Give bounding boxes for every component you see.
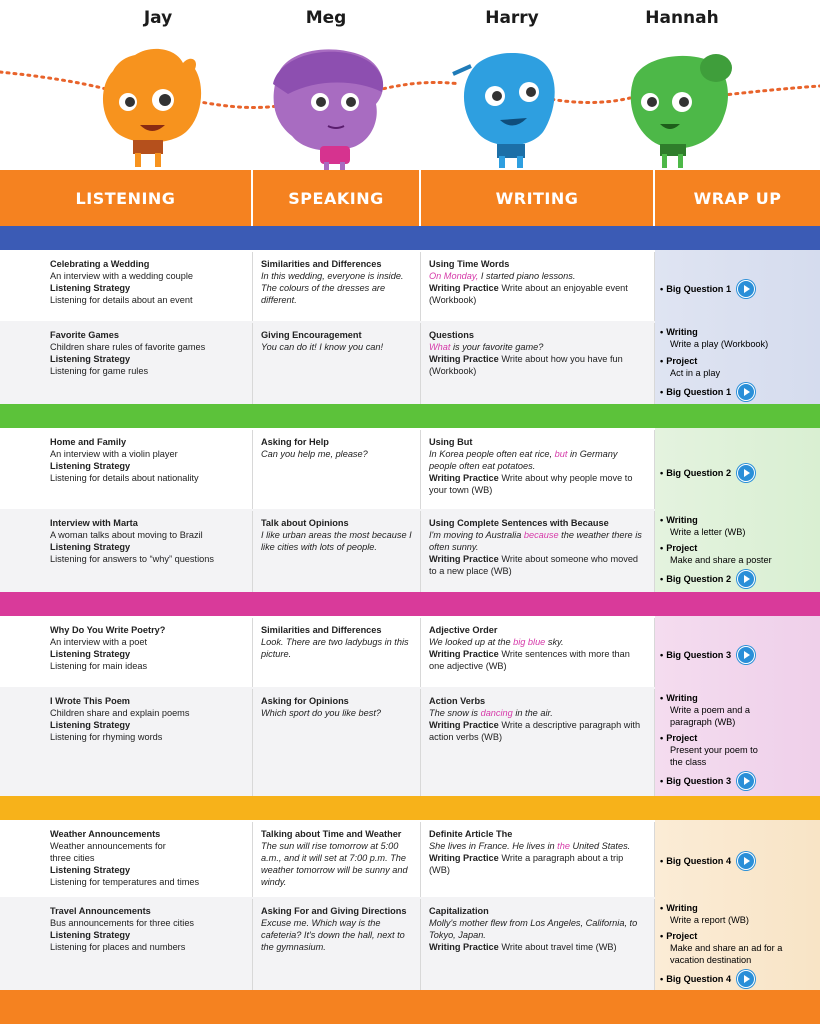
practice-label: Writing Practice	[429, 473, 499, 483]
speaking-cell	[253, 618, 421, 687]
practice-label: Writing Practice	[429, 283, 499, 293]
wrap-project-label: Project	[666, 931, 698, 941]
wrap-up-block: • Writing Write a play (Workbook) • Project Act in a play • Big Question 1	[660, 326, 818, 401]
strategy-label: Listening Strategy	[50, 930, 131, 940]
header-speaking: SPEAKING	[253, 170, 421, 226]
wrap-writing-label: Writing	[666, 515, 698, 525]
strategy-text: Listening for main ideas	[50, 661, 148, 671]
speaking-title: Similarities and Differences	[261, 259, 382, 269]
harry-character-illustration	[445, 44, 565, 170]
wrap-up-block: • Writing Write a report (WB) • Project Make and share an ad for a vacation destination • Big Question 4	[660, 902, 818, 988]
example-highlight: big blue	[513, 637, 546, 647]
play-icon[interactable]	[737, 772, 755, 790]
speaking-title: Similarities and Differences	[261, 625, 382, 635]
strategy-text: Listening for places and numbers	[50, 942, 186, 952]
speaking-title: Asking For and Giving Directions	[261, 906, 407, 916]
example-highlight: dancing	[480, 708, 513, 718]
writing-title: Action Verbs	[429, 696, 486, 706]
listening-cell	[0, 511, 253, 592]
unit-2-band	[0, 404, 820, 428]
character-name-harry: Harry	[485, 8, 539, 28]
big-question-label: Big Question 2	[666, 468, 732, 478]
listening-desc: Children share and explain poems	[50, 708, 190, 718]
wrap-project-label: Project	[666, 356, 698, 366]
listening-cell	[0, 430, 253, 509]
wrap-project-text: Make and share a poster	[670, 555, 772, 565]
listening-title: Favorite Games	[50, 330, 119, 340]
strategy-text: Listening for details about nationality	[50, 473, 199, 483]
speaking-title: Talking about Time and Weather	[261, 829, 402, 839]
speaking-text: I like urban areas the most because I like cities with lots of people.	[261, 530, 412, 552]
example-text: sky.	[545, 637, 564, 647]
strategy-label: Listening Strategy	[50, 649, 131, 659]
character-name-hannah: Hannah	[645, 8, 719, 28]
writing-title: Capitalization	[429, 906, 489, 916]
header-wrap-up: WRAP UP	[655, 170, 820, 226]
writing-cell	[421, 618, 655, 687]
column-header-row	[0, 170, 820, 226]
big-question-link[interactable]: • Big Question 4	[660, 852, 755, 870]
practice-label: Writing Practice	[429, 554, 499, 564]
listening-title: Home and Family	[50, 437, 127, 447]
speaking-text: You can do it! I know you can!	[261, 342, 384, 352]
speaking-cell	[253, 511, 421, 592]
writing-title: Questions	[429, 330, 474, 340]
listening-title: Travel Announcements	[50, 906, 151, 916]
strategy-label: Listening Strategy	[50, 461, 131, 471]
listening-title: Interview with Marta	[50, 518, 138, 528]
big-question-label: Big Question 1	[666, 387, 732, 397]
play-icon[interactable]	[737, 570, 755, 588]
practice-label: Writing Practice	[429, 649, 499, 659]
writing-title: Using Complete Sentences with Because	[429, 518, 609, 528]
listening-desc: An interview with a wedding couple	[50, 271, 193, 281]
practice-label: Writing Practice	[429, 942, 499, 952]
speaking-title: Talk about Opinions	[261, 518, 349, 528]
play-icon[interactable]	[737, 280, 755, 298]
strategy-text: Listening for game rules	[50, 366, 149, 376]
speaking-cell	[253, 899, 421, 990]
footer-band	[0, 990, 820, 1024]
big-question-link[interactable]: • Big Question 3	[660, 772, 818, 790]
listening-cell	[0, 252, 253, 321]
example-text-pre: In Korea people often eat rice,	[429, 449, 555, 459]
character-name-jay: Jay	[143, 8, 173, 28]
practice-label: Writing Practice	[429, 720, 499, 730]
practice-label: Writing Practice	[429, 354, 499, 364]
strategy-text: Listening for temperatures and times	[50, 877, 200, 887]
big-question-label: Big Question 3	[666, 776, 732, 786]
practice-text: Write about why people move to your town (WB)	[429, 473, 633, 495]
speaking-cell	[253, 822, 421, 897]
practice-text: Write about how you have fun (Workbook)	[429, 354, 623, 376]
character-name-meg: Meg	[305, 8, 347, 28]
listening-cell	[0, 822, 253, 897]
example-highlight: On Monday,	[429, 271, 479, 281]
listening-cell	[0, 323, 253, 404]
example-text: in the air.	[512, 708, 553, 718]
big-question-link[interactable]: • Big Question 1	[660, 383, 818, 401]
speaking-text: Which sport do you like best?	[261, 708, 382, 718]
listening-desc: Children share rules of favorite games	[50, 342, 206, 352]
strategy-label: Listening Strategy	[50, 354, 131, 364]
speaking-text: The sun will rise tomorrow at 5:00 a.m., and it will set at 7:00 p.m. The weather tomorrow will be sunny and windy.	[261, 841, 408, 887]
speaking-text: In this wedding, everyone is inside. The colours of the dresses are different.	[261, 271, 404, 305]
example-text-pre: I'm moving to Australia	[429, 530, 524, 540]
example-text: is your favorite game?	[450, 342, 544, 352]
strategy-text: Listening for rhyming words	[50, 732, 163, 742]
speaking-cell	[253, 252, 421, 321]
wrap-writing-text: Write a letter (WB)	[670, 527, 746, 537]
jay-character-illustration	[95, 45, 205, 170]
play-icon[interactable]	[737, 464, 755, 482]
listening-cell	[0, 689, 253, 796]
wrap-project-text: Present your poem to the class	[670, 745, 758, 767]
practice-label: Writing Practice	[429, 853, 499, 863]
wrap-writing-label: Writing	[666, 903, 698, 913]
writing-cell	[421, 511, 655, 592]
big-question-label: Big Question 1	[666, 284, 732, 294]
big-question-link[interactable]: • Big Question 2	[660, 464, 755, 482]
wrap-up-block: • Writing Write a poem and a paragraph (WB) • Project Present your poem to the class • Big Question 3	[660, 692, 770, 790]
listening-desc: A woman talks about moving to Brazil	[50, 530, 203, 540]
big-question-link[interactable]: • Big Question 3	[660, 646, 755, 664]
speaking-cell	[253, 689, 421, 796]
play-icon[interactable]	[737, 383, 755, 401]
listening-title: Why Do You Write Poetry?	[50, 625, 166, 635]
example-highlight: but	[554, 449, 568, 459]
unit-4-band	[0, 796, 820, 820]
writing-cell	[421, 899, 655, 990]
big-question-link[interactable]: • Big Question 2	[660, 570, 818, 588]
example-highlight: What	[429, 342, 451, 352]
listening-cell	[0, 618, 253, 687]
wrap-writing-text: Write a report (WB)	[670, 915, 749, 925]
speaking-text: Can you help me, please?	[261, 449, 368, 459]
example-text-pre: We looked up at the	[429, 637, 514, 647]
header-listening: LISTENING	[0, 170, 253, 226]
writing-title: Adjective Order	[429, 625, 498, 635]
big-question-label: Big Question 4	[666, 856, 732, 866]
big-question-label: Big Question 2	[666, 574, 732, 584]
hannah-character-illustration	[616, 46, 740, 170]
listening-desc: An interview with a poet	[50, 637, 148, 647]
wrap-writing-label: Writing	[666, 327, 698, 337]
big-question-label: Big Question 3	[666, 650, 732, 660]
play-icon[interactable]	[737, 970, 755, 988]
example-highlight: because	[523, 530, 559, 540]
header-writing: WRITING	[421, 170, 655, 226]
writing-cell	[421, 252, 655, 321]
wrap-project-text: Act in a play	[670, 368, 721, 378]
example-text: in Germany people often eat potatoes.	[429, 449, 618, 471]
play-icon[interactable]	[737, 646, 755, 664]
strategy-text: Listening for answers to “why” questions	[50, 554, 214, 564]
characters-strip	[0, 0, 820, 170]
example-text: the weather there is often sunny.	[429, 530, 642, 552]
listening-desc: An interview with a violin player	[50, 449, 178, 459]
big-question-link[interactable]: • Big Question 1	[660, 280, 755, 298]
example-text-pre: The snow is	[429, 708, 481, 718]
wrap-writing-text: Write a play (Workbook)	[670, 339, 769, 349]
writing-title: Definite Article The	[429, 829, 513, 839]
unit-1-band	[0, 226, 820, 250]
speaking-cell	[253, 323, 421, 404]
listening-title: Weather Announcements	[50, 829, 161, 839]
strategy-label: Listening Strategy	[50, 542, 131, 552]
wrap-writing-text: Write a poem and a paragraph (WB)	[670, 705, 751, 727]
speaking-title: Asking for Opinions	[261, 696, 349, 706]
speaking-text: Excuse me. Which way is the cafeteria? It's down the hall, next to the gymnasium.	[261, 918, 405, 952]
speaking-text: Look. There are two ladybugs in this picture.	[261, 637, 409, 659]
writing-title: Using Time Words	[429, 259, 510, 269]
writing-cell	[421, 689, 655, 796]
practice-text: Write sentences with more than one adjective (WB)	[429, 649, 630, 671]
practice-text: Write about travel time (WB)	[501, 942, 617, 952]
strategy-label: Listening Strategy	[50, 865, 131, 875]
wrap-project-label: Project	[666, 733, 698, 743]
speaking-title: Asking for Help	[261, 437, 329, 447]
writing-cell	[421, 822, 655, 897]
example-text-pre: She lives in France. He lives in	[429, 841, 558, 851]
speaking-cell	[253, 430, 421, 509]
practice-text: Write a descriptive paragraph with action verbs (WB)	[429, 720, 641, 742]
wrap-writing-label: Writing	[666, 693, 698, 703]
wrap-project-text: Make and share an ad for a vacation destination	[670, 943, 783, 965]
wrap-project-label: Project	[666, 543, 698, 553]
listening-desc: Weather announcements for three cities	[50, 841, 166, 863]
example-text-pre: Molly's mother flew from Los Angeles, California, to Tokyo, Japan.	[429, 918, 638, 940]
big-question-link[interactable]: • Big Question 4	[660, 970, 818, 988]
big-question-label: Big Question 4	[666, 974, 732, 984]
play-icon[interactable]	[737, 852, 755, 870]
listening-title: I Wrote This Poem	[50, 696, 130, 706]
strategy-label: Listening Strategy	[50, 283, 131, 293]
listening-cell	[0, 899, 253, 990]
listening-title: Celebrating a Wedding	[50, 259, 150, 269]
writing-cell	[421, 323, 655, 404]
speaking-title: Giving Encouragement	[261, 330, 362, 340]
practice-text: Write about someone who moved to a new place (WB)	[429, 554, 639, 576]
example-text: United States.	[569, 841, 631, 851]
practice-text: Write a paragraph about a trip (WB)	[429, 853, 624, 875]
writing-cell	[421, 430, 655, 509]
writing-title: Using But	[429, 437, 473, 447]
strategy-label: Listening Strategy	[50, 720, 131, 730]
strategy-text: Listening for details about an event	[50, 295, 193, 305]
meg-character-illustration	[258, 44, 390, 172]
practice-text: Write about an enjoyable event (Workbook)	[429, 283, 628, 305]
unit-3-band	[0, 592, 820, 616]
example-text: I started piano lessons.	[478, 271, 576, 281]
listening-desc: Bus announcements for three cities	[50, 918, 195, 928]
wrap-up-block: • Writing Write a letter (WB) • Project Make and share a poster • Big Question 2	[660, 514, 818, 588]
example-highlight: the	[557, 841, 570, 851]
